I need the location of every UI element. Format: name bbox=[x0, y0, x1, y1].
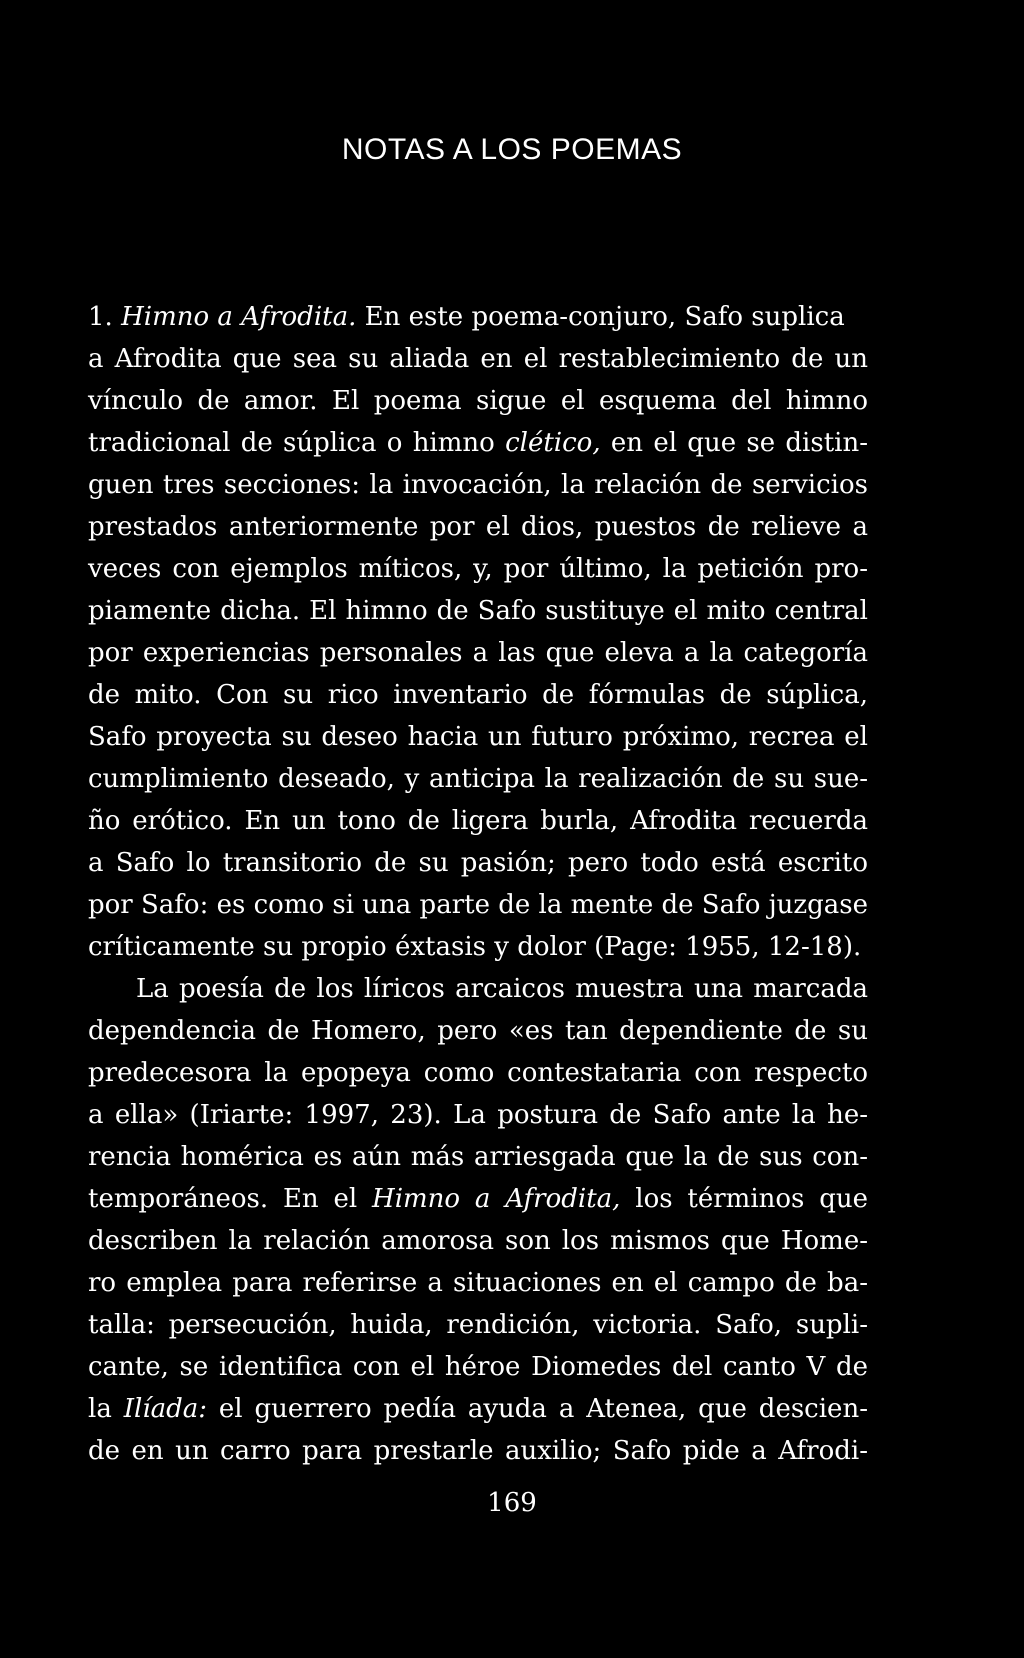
text-line: tradicional de súplica o himno clético, en el que se distin- bbox=[88, 428, 868, 458]
text-line: ro emplea para referirse a situaciones en el campo de ba- bbox=[88, 1268, 868, 1298]
page-number: 169 bbox=[487, 1488, 537, 1518]
text-line: a ella» (Iriarte: 1997, 23). La postura de Safo ante la he- bbox=[88, 1100, 868, 1130]
text-line: críticamente su propio éxtasis y dolor (Page: 1955, 12-18). bbox=[88, 932, 862, 962]
body-text bbox=[88, 296, 868, 1472]
text-line: veces con ejemplos míticos, y, por último, la petición pro- bbox=[88, 554, 868, 584]
text-line: ño erótico. En un tono de ligera burla, Afrodita recuerda bbox=[88, 806, 868, 836]
text-line: talla: persecución, huida, rendición, victoria. Safo, supli- bbox=[88, 1310, 868, 1340]
text-line: piamente dicha. El himno de Safo sustituye el mito central bbox=[88, 596, 868, 626]
text-line: describen la relación amorosa son los mismos que Home- bbox=[88, 1226, 868, 1256]
text-line: cante, se identifica con el héroe Diomedes del canto V de bbox=[88, 1352, 868, 1382]
text-line: la Ilíada: el guerrero pedía ayuda a Atenea, que descien- bbox=[88, 1394, 868, 1424]
text-line: temporáneos. En el Himno a Afrodita, los términos que bbox=[88, 1184, 868, 1214]
text-line: Safo proyecta su deseo hacia un futuro próximo, recrea el bbox=[88, 722, 868, 752]
text-line: de en un carro para prestarle auxilio; Safo pide a Afrodi- bbox=[88, 1436, 868, 1466]
page-heading: NOTAS A LOS POEMAS bbox=[341, 133, 683, 166]
text-line: dependencia de Homero, pero «es tan dependiente de su bbox=[88, 1016, 868, 1046]
text-line: a Afrodita que sea su aliada en el restablecimiento de un bbox=[88, 344, 868, 374]
text-line: cumplimiento deseado, y anticipa la realización de su sue- bbox=[88, 764, 868, 794]
text-line: a Safo lo transitorio de su pasión; pero todo está escrito bbox=[88, 848, 868, 878]
text-line: La poesía de los líricos arcaicos muestra una marcada bbox=[136, 974, 868, 1004]
text-line: rencia homérica es aún más arriesgada que la de sus con- bbox=[88, 1142, 868, 1172]
text-line: 1. Himno a Afrodita. En este poema-conjuro, Safo suplica bbox=[88, 302, 845, 332]
text-line: por Safo: es como si una parte de la mente de Safo juzgase bbox=[88, 890, 868, 920]
text-line: guen tres secciones: la invocación, la relación de servicios bbox=[88, 470, 868, 500]
text-line: por experiencias personales a las que eleva a la categoría bbox=[88, 638, 868, 668]
text-line: prestados anteriormente por el dios, puestos de relieve a bbox=[88, 512, 868, 542]
text-line: vínculo de amor. El poema sigue el esquema del himno bbox=[88, 386, 868, 416]
text-line: predecesora la epopeya como contestataria con respecto bbox=[88, 1058, 868, 1088]
text-line: de mito. Con su rico inventario de fórmulas de súplica, bbox=[88, 680, 868, 710]
